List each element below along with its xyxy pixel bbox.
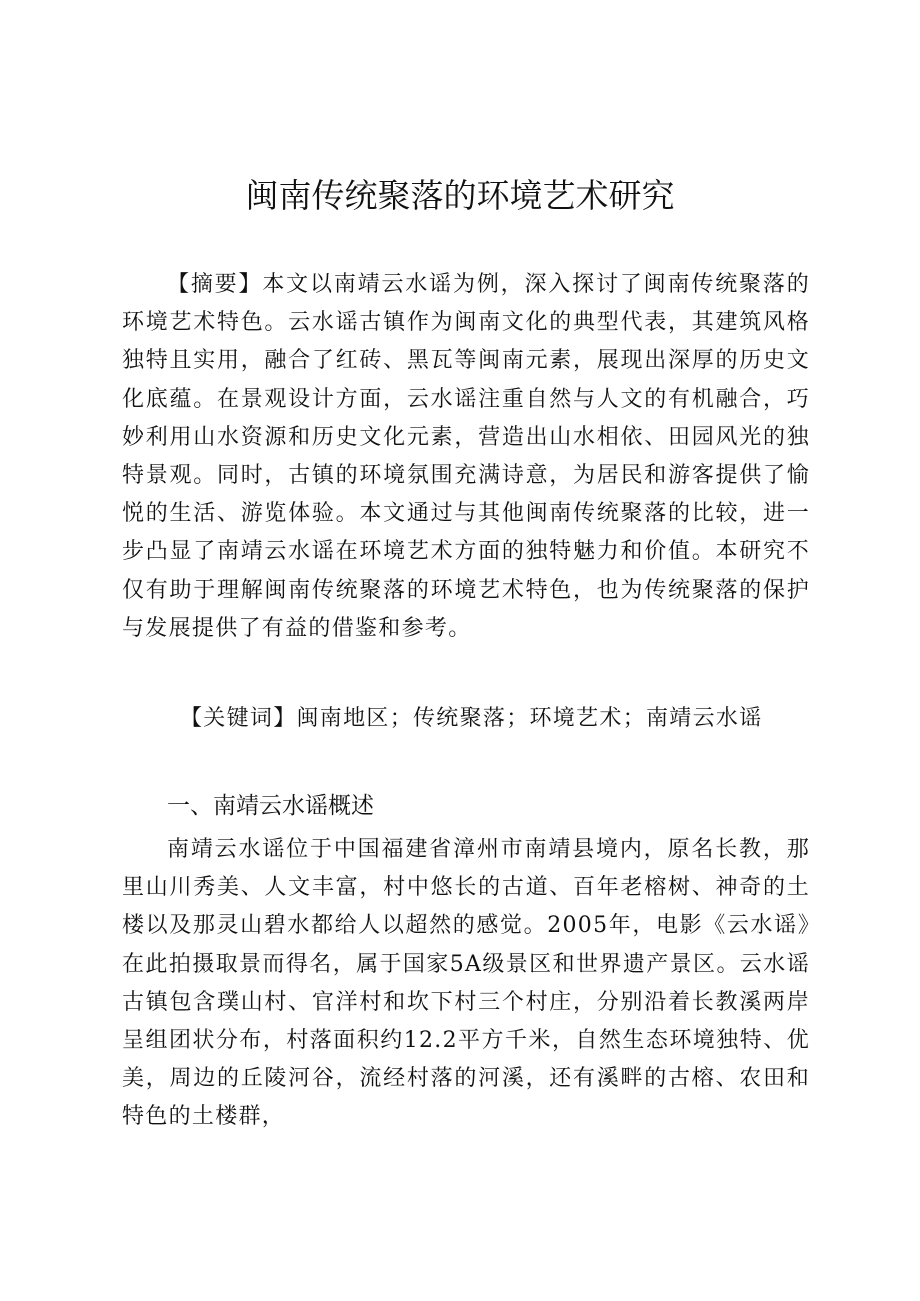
abstract-paragraph: 【摘要】本文以南靖云水谣为例，深入探讨了闽南传统聚落的环境艺术特色。云水谣古镇作为闽南文化的典型代表，其建筑风格独特且实用，融合了红砖、黑瓦等闽南元素，展现出深厚的历史文化底蕴。在景观设计方面，云水谣注重自然与人文的有机融合，巧妙利用山水资源和历史文化元素，营造出山水相依、田园风光的独特景观。同时，古镇的环境氛围充满诗意，为居民和游客提供了愉悦的生活、游览体验。本文通过与其他闽南传统聚落的比较，进一步凸显了南靖云水谣在环境艺术方面的独特魅力和价值。本研究不仅有助于理解闽南传统聚落的环境艺术特色，也为传统聚落的保护与发展提供了有益的借鉴和参考。 <box>122 272 810 641</box>
document-title: 闽南传统聚落的环境艺术研究 <box>245 176 675 215</box>
keywords-line: 【关键词】闽南地区；传统聚落；环境艺术；南靖云水谣 <box>180 706 763 731</box>
section-heading: 一、南靖云水谣概述 <box>167 793 374 819</box>
section-paragraph: 南靖云水谣位于中国福建省漳州市南靖县境内，原名长教，那里山川秀美、人文丰富，村中悠长的古道、百年老榕树、神奇的土楼以及那灵山碧水都给人以超然的感觉。2005年，电影《云水谣》在此拍摄取景而得名，属于国家5A级景区和世界遗产景区。云水谣古镇包含璞山村、官洋村和坎下村三个村庄，分别沿着长教溪两岸呈组团状分布，村落面积约12.2平方千米，自然生态环境独特、优美，周边的丘陵河谷，流经村落的河溪，还有溪畔的古榕、农田和特色的土楼群， <box>122 837 810 1130</box>
